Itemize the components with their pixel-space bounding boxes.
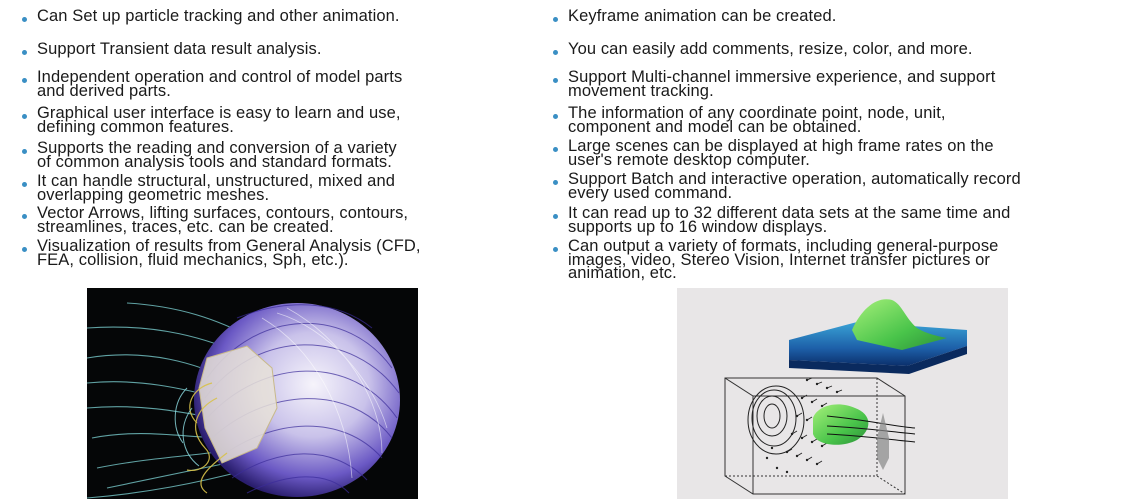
list-item	[22, 68, 403, 100]
list-item	[22, 237, 421, 269]
list-item-text: Visualization of results from General Analysis (CFD, FEA, collision, fluid mechanics, Sph, etc.).	[37, 237, 421, 269]
list-item	[22, 40, 322, 58]
list-item-text: Support Multi-channel immersive experience, and support movement tracking.	[568, 68, 996, 100]
list-item-text: Support Transient data result analysis.	[37, 40, 322, 58]
bullet-icon	[22, 149, 27, 154]
list-item	[553, 137, 994, 169]
list-item-text: The information of any coordinate point, node, unit, component and model can be obtained.	[568, 104, 946, 136]
bullet-icon	[553, 17, 558, 22]
list-item	[22, 104, 401, 136]
list-item	[553, 68, 996, 100]
bullet-icon	[22, 214, 27, 219]
list-item-text: Graphical user interface is easy to learn and use, defining common features.	[37, 104, 401, 136]
list-item-text: Vector Arrows, lifting surfaces, contours, contours, streamlines, traces, etc. can be created.	[37, 204, 409, 236]
bullet-icon	[553, 147, 558, 152]
list-item-text: Keyframe animation can be created.	[568, 7, 837, 25]
list-item-text: It can read up to 32 different data sets at the same time and supports up to 16 window displays.	[568, 204, 1011, 236]
list-item	[553, 237, 999, 282]
bullet-icon	[553, 180, 558, 185]
bullet-icon	[553, 247, 558, 252]
list-item	[553, 170, 1021, 202]
list-item-text: Independent operation and control of model parts and derived parts.	[37, 68, 403, 100]
list-item-text: You can easily add comments, resize, color, and more.	[568, 40, 973, 58]
list-item	[22, 172, 396, 204]
list-item-text: Can Set up particle tracking and other animation.	[37, 7, 400, 25]
bullet-icon	[553, 214, 558, 219]
bullet-icon	[22, 78, 27, 83]
cfd-streamline-sphere-icon	[87, 288, 418, 499]
list-item-text: Can output a variety of formats, including general-purpose images, video, Stereo Vision, Internet transfer pictures or animation, etc.	[568, 237, 999, 282]
list-item	[553, 204, 1011, 236]
list-item-text: Supports the reading and conversion of a variety of common analysis tools and standard formats.	[37, 139, 397, 171]
list-item	[553, 7, 837, 25]
list-item	[553, 40, 973, 58]
bullet-icon	[22, 17, 27, 22]
3d-box-vector-field-image	[677, 288, 1008, 499]
bullet-icon	[553, 78, 558, 83]
list-item	[22, 204, 409, 236]
list-item	[22, 7, 400, 25]
list-item-text: It can handle structural, unstructured, mixed and overlapping geometric meshes.	[37, 172, 396, 204]
bullet-icon	[553, 50, 558, 55]
cfd-streamline-sphere-image	[87, 288, 418, 499]
3d-box-vector-field-icon	[677, 288, 1008, 499]
bullet-icon	[22, 50, 27, 55]
bullet-icon	[22, 182, 27, 187]
list-item-text: Support Batch and interactive operation, automatically record every used command.	[568, 170, 1021, 202]
list-item-text: Large scenes can be displayed at high frame rates on the user's remote desktop computer.	[568, 137, 994, 169]
bullet-icon	[22, 247, 27, 252]
list-item	[22, 139, 397, 171]
bullet-icon	[553, 114, 558, 119]
list-item	[553, 104, 946, 136]
bullet-icon	[22, 114, 27, 119]
